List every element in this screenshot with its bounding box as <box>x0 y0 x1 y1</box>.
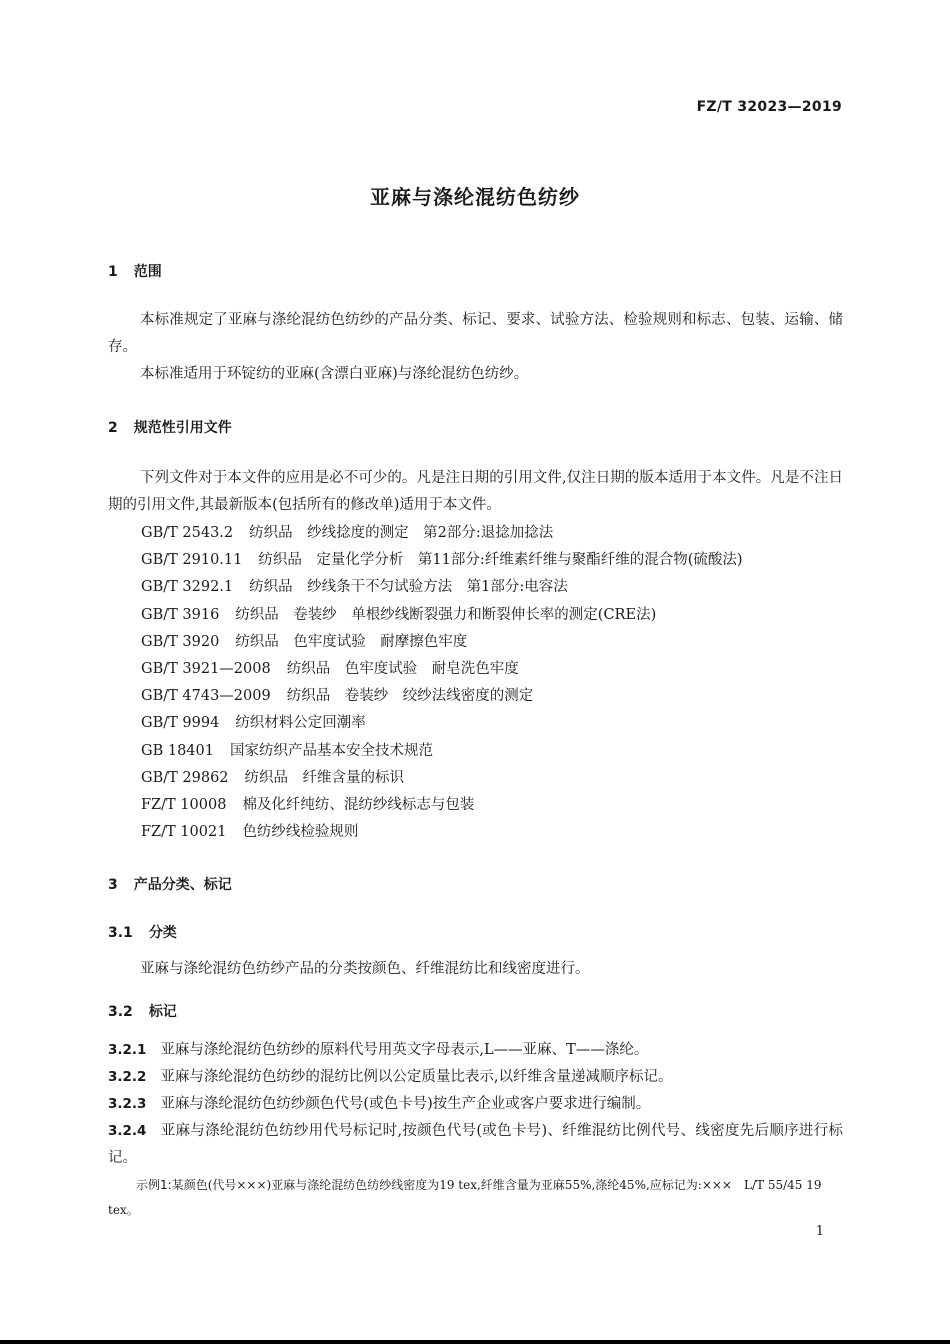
clause-number: 3.2.2 <box>108 1069 147 1085</box>
section-1-paragraph-1: 本标准规定了亚麻与涤纶混纺色纺纱的产品分类、标记、要求、试验方法、检验规则和标志、包装、运输、储存。 <box>108 312 843 355</box>
clause-text: 亚麻与涤纶混纺色纺纱用代号标记时,按颜色代号(或色卡号)、纤维混纺比例代号、线密度先后顺序进行标记。 <box>108 1123 843 1166</box>
standard-code: FZ/T 32023—2019 <box>696 99 842 115</box>
reference-title: 纺织品 定量化学分析 第11部分:纤维素纤维与聚酯纤维的混合物(硫酸法) <box>258 552 743 569</box>
clause-number: 3.2.3 <box>108 1096 147 1112</box>
example-1 <box>108 1173 843 1223</box>
clause-text: 亚麻与涤纶混纺色纺纱的混纺比例以公定质量比表示,以纤维含量递减顺序标记。 <box>160 1069 673 1085</box>
reference-item <box>141 765 861 792</box>
reference-code: GB/T 3292.1 <box>141 579 234 596</box>
reference-item <box>141 710 861 737</box>
reference-code: GB/T 2543.2 <box>141 525 234 541</box>
bottom-border <box>0 1340 950 1344</box>
section-number: 3.1 <box>108 925 133 941</box>
clause-3-2-2 <box>108 1064 843 1091</box>
section-1-paragraph-2: 本标准适用于环锭纺的亚麻(含漂白亚麻)与涤纶混纺色纺纱。 <box>140 366 529 382</box>
section-number: 1 <box>108 264 118 280</box>
clause-3-2-1 <box>108 1037 843 1064</box>
example-text: 某颜色(代号×××)亚麻与涤纶混纺色纺纱线密度为19 tex,纤维含量为亚麻55%,涤纶45%,应标记为:××× L/T 55/45 19 tex。 <box>108 1178 822 1217</box>
reference-title: 纺织品 纤维含量的标识 <box>244 769 405 786</box>
section-1-heading <box>108 261 162 281</box>
reference-code: GB/T 3920 <box>141 633 220 650</box>
section-title: 规范性引用文件 <box>133 420 232 436</box>
reference-code: GB/T 9994 <box>141 715 220 732</box>
reference-title: 纺织品 纱线条干不匀试验方法 第1部分:电容法 <box>249 579 568 596</box>
section-3-1-heading <box>108 922 177 942</box>
reference-title: 纺织品 色牢度试验 耐皂洗色牢度 <box>286 660 519 677</box>
section-title: 标记 <box>148 1004 177 1020</box>
reference-code: GB/T 3921—2008 <box>141 660 271 677</box>
reference-item <box>141 574 861 601</box>
clause-3-2-4 <box>108 1118 843 1172</box>
section-title: 分类 <box>148 925 177 941</box>
reference-item <box>141 738 861 765</box>
reference-item <box>141 656 861 683</box>
section-3-2-heading <box>108 1001 177 1021</box>
normative-reference-list <box>141 520 861 846</box>
reference-title: 棉及化纤纯纺、混纺纱线标志与包装 <box>242 796 475 813</box>
reference-item <box>141 683 861 710</box>
section-number: 3.2 <box>108 1004 133 1020</box>
reference-title: 纺织品 卷装纱 绞纱法线密度的测定 <box>286 688 534 705</box>
section-title: 范围 <box>133 264 162 280</box>
reference-code: GB 18401 <box>141 742 214 759</box>
page-number: 1 <box>815 1224 824 1239</box>
reference-code: GB/T 29862 <box>141 769 229 786</box>
reference-title: 纺织品 卷装纱 单根纱线断裂强力和断裂伸长率的测定(CRE法) <box>235 606 657 623</box>
reference-title: 纺织品 纱线捻度的测定 第2部分:退捻加捻法 <box>249 525 554 541</box>
clause-text: 亚麻与涤纶混纺色纺纱颜色代号(或色卡号)按生产企业或客户要求进行编制。 <box>160 1096 651 1112</box>
reference-item <box>141 547 861 574</box>
clause-number: 3.2.1 <box>108 1042 147 1058</box>
clause-number: 3.2.4 <box>108 1123 147 1139</box>
section-number: 3 <box>108 877 118 893</box>
reference-item <box>141 520 861 547</box>
section-2-heading <box>108 417 232 437</box>
reference-code: GB/T 4743—2009 <box>141 688 271 705</box>
reference-title: 色纺纱线检验规则 <box>242 824 359 841</box>
reference-code: FZ/T 10021 <box>141 824 227 841</box>
reference-code: GB/T 2910.11 <box>141 552 243 569</box>
reference-code: GB/T 3916 <box>141 606 220 623</box>
reference-item <box>141 602 861 629</box>
reference-title: 纺织材料公定回潮率 <box>235 715 366 732</box>
reference-title: 国家纺织产品基本安全技术规范 <box>229 742 433 759</box>
reference-title: 纺织品 色牢度试验 耐摩擦色牢度 <box>235 633 468 650</box>
section-2-intro: 下列文件对于本文件的应用是必不可少的。凡是注日期的引用文件,仅注日期的版本适用于本文件。凡是不注日期的引用文件,其最新版本(包括所有的修改单)适用于本文件。 <box>108 470 843 513</box>
reference-item <box>141 629 861 656</box>
reference-item <box>141 819 861 846</box>
clause-text: 亚麻与涤纶混纺色纺纱的原料代号用英文字母表示,L——亚麻、T——涤纶。 <box>160 1042 649 1058</box>
section-number: 2 <box>108 420 118 436</box>
document-title: 亚麻与涤纶混纺色纺纱 <box>370 185 580 209</box>
reference-item <box>141 792 861 819</box>
reference-code: FZ/T 10008 <box>141 796 227 813</box>
example-label: 示例1: <box>136 1178 172 1192</box>
section-3-heading <box>108 874 232 894</box>
section-title: 产品分类、标记 <box>133 877 232 893</box>
section-3-1-text: 亚麻与涤纶混纺色纺纱产品的分类按颜色、纤维混纺比和线密度进行。 <box>140 961 590 977</box>
clause-3-2-3 <box>108 1091 843 1118</box>
